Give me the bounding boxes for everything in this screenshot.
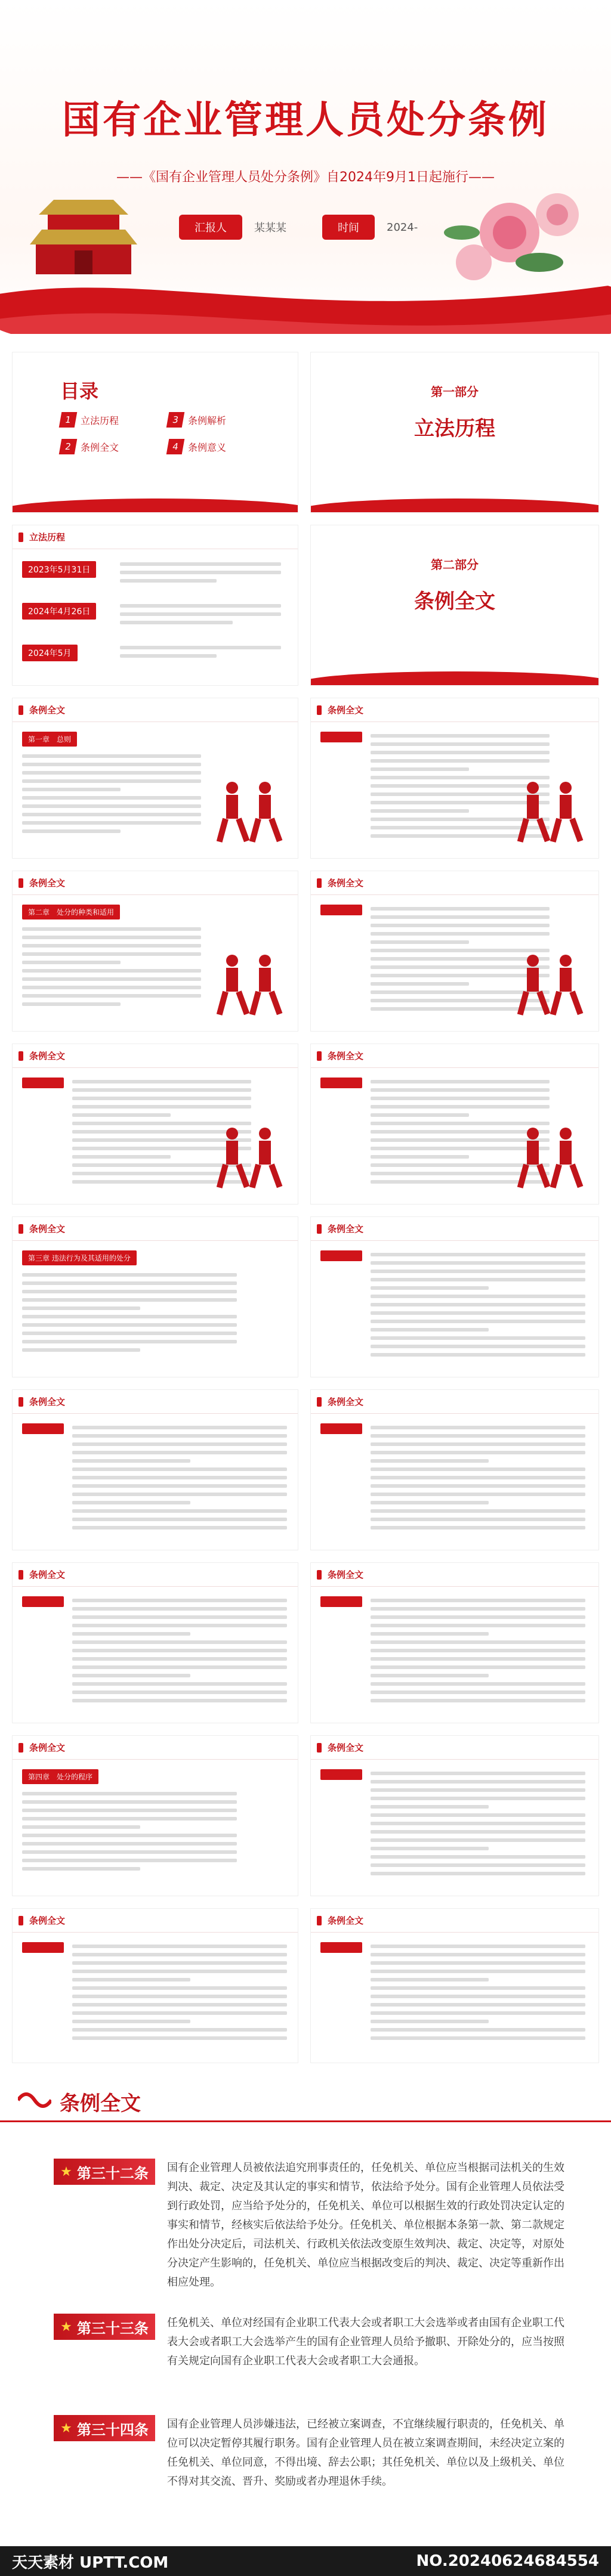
part2-label: 第二部分 bbox=[431, 558, 479, 572]
toc-num: 1 bbox=[59, 412, 78, 428]
slide-title: 条例全文 bbox=[311, 1390, 598, 1414]
tiananmen-gate-icon bbox=[24, 179, 143, 280]
article-text-lines bbox=[72, 1945, 287, 2045]
reporter-value: 某某某 bbox=[254, 222, 286, 234]
article-slide bbox=[12, 1562, 298, 1723]
watermark-footer bbox=[0, 2546, 611, 2576]
article-tag bbox=[320, 1423, 362, 1434]
article-tag-label: 第三十四条 bbox=[76, 2421, 149, 2438]
slide-title: 条例全文 bbox=[311, 871, 598, 895]
article-text-lines bbox=[22, 1273, 237, 1357]
toc-label: 条例解析 bbox=[188, 414, 227, 426]
article-tag bbox=[320, 732, 362, 742]
article-tag bbox=[22, 1942, 64, 1953]
star-icon: ★ bbox=[60, 2319, 72, 2334]
article-text: 任免机关、单位对经国有企业职工代表大会或者职工大会选举或者由国有企业职工代表大会或者职工大会选举产生的国有企业管理人员给予撤职、开除处分的，应当按照有关规定向国有企业职工代表大会或者职工大会通报。 bbox=[167, 2317, 564, 2367]
article-slide bbox=[12, 1044, 298, 1205]
article-tag bbox=[22, 1423, 64, 1434]
footer-left: 天天素材 UPTT.COM bbox=[12, 2553, 169, 2572]
footer-right: NO.20240624684554 bbox=[416, 2552, 599, 2570]
article-slide bbox=[310, 1562, 599, 1723]
marching-soldiers-icon bbox=[208, 776, 292, 847]
chapter-heading: 第三章 违法行为及其适用的处分 bbox=[22, 1250, 137, 1265]
article-tag bbox=[54, 2314, 155, 2340]
toc-item-4 bbox=[168, 439, 226, 454]
article-slide bbox=[12, 698, 298, 859]
toc-num: 2 bbox=[59, 439, 78, 454]
slide-title: 条例全文 bbox=[311, 698, 598, 722]
ribbon-icon bbox=[18, 2088, 51, 2112]
cover-title: 国有企业管理人员处分条例 bbox=[62, 98, 549, 143]
slide-title: 条例全文 bbox=[311, 1736, 598, 1760]
part2-slide bbox=[310, 525, 599, 686]
slide-title: 条例全文 bbox=[311, 1909, 598, 1933]
article-slide bbox=[12, 1735, 298, 1896]
slide-title: 条例全文 bbox=[13, 1390, 298, 1414]
history-date-3: 2024年5月 bbox=[22, 645, 78, 661]
toc-num: 3 bbox=[166, 412, 185, 428]
slide-title: 条例全文 bbox=[13, 1736, 298, 1760]
article-tag bbox=[22, 1078, 64, 1088]
chapter-heading: 第四章 处分的程序 bbox=[22, 1769, 98, 1784]
toc-item-2 bbox=[60, 439, 119, 454]
article-text-lines bbox=[22, 1792, 237, 1875]
article-tag bbox=[320, 905, 362, 915]
article-text-lines bbox=[371, 1426, 585, 1534]
article-34 bbox=[54, 2415, 567, 2491]
time-label: 时间 bbox=[322, 215, 375, 240]
marching-soldiers-icon bbox=[509, 1122, 593, 1193]
toc-slide bbox=[12, 352, 298, 513]
slide-title: 条例全文 bbox=[13, 1217, 298, 1241]
marching-soldiers-icon bbox=[208, 949, 292, 1020]
cover-meta bbox=[179, 215, 442, 240]
history-date-1: 2023年5月31日 bbox=[22, 561, 96, 578]
divider bbox=[0, 2120, 611, 2122]
part1-slide bbox=[310, 352, 599, 513]
slide-title: 立法历程 bbox=[13, 525, 298, 549]
article-text: 国有企业管理人员被依法追究刑事责任的，任免机关、单位应当根据司法机关的生效判决、裁定、决定及其认定的事实和情节，依法给予处分。国有企业管理人员依法受到行政处罚，应当给予处分的，任免机关、单位可以根据生效的行政处罚决定认定的事实和情节，经核实后依法给予处分。任免机关、单位根据本条第一款、第二款规定作出处分决定后，司法机关、行政机关依法改变原生效判决、裁定、决定等，对原处分决定产生影响的，任免机关、单位应当根据改变后的判决、裁定、决定等重新作出相应处理。 bbox=[167, 2162, 564, 2289]
article-32 bbox=[54, 2159, 567, 2292]
history-text-3 bbox=[120, 646, 281, 662]
article-slide bbox=[310, 871, 599, 1032]
article-33 bbox=[54, 2314, 567, 2371]
article-text-lines bbox=[22, 754, 201, 838]
article-slide bbox=[310, 1735, 599, 1896]
article-text-lines bbox=[371, 1253, 585, 1361]
article-tag bbox=[320, 1942, 362, 1953]
article-slide bbox=[310, 1389, 599, 1550]
toc-label: 条例意义 bbox=[188, 441, 227, 453]
part1-name: 立法历程 bbox=[414, 417, 495, 441]
article-slide bbox=[310, 1908, 599, 2063]
time-value: 2024- bbox=[387, 221, 418, 234]
article-text-lines bbox=[22, 927, 201, 1011]
toc-item-3 bbox=[168, 412, 226, 428]
article-tag-label: 第三十二条 bbox=[76, 2165, 149, 2182]
toc-item-1 bbox=[60, 412, 119, 428]
article-tag bbox=[320, 1250, 362, 1261]
article-tag bbox=[54, 2415, 155, 2441]
slide-title: 条例全文 bbox=[13, 698, 298, 722]
chapter-heading: 第一章 总则 bbox=[22, 732, 77, 747]
marching-soldiers-icon bbox=[509, 949, 593, 1020]
slide-title: 条例全文 bbox=[13, 871, 298, 895]
toc-label: 立法历程 bbox=[81, 414, 119, 426]
toc-label: 条例全文 bbox=[81, 441, 119, 453]
toc-num: 4 bbox=[166, 439, 185, 454]
part1-label: 第一部分 bbox=[431, 385, 479, 399]
slide-title: 条例全文 bbox=[311, 1217, 598, 1241]
article-text-lines bbox=[371, 1599, 585, 1707]
article-slide bbox=[12, 1389, 298, 1550]
article-text-lines bbox=[371, 1772, 585, 1880]
slide-title: 条例全文 bbox=[13, 1563, 298, 1587]
red-wave bbox=[310, 499, 599, 513]
article-slide bbox=[12, 1908, 298, 2063]
slide-title: 条例全文 bbox=[311, 1044, 598, 1068]
star-icon: ★ bbox=[60, 2164, 72, 2179]
toc-title: 目录 bbox=[60, 380, 99, 402]
article-slide bbox=[310, 1044, 599, 1205]
cover-slide bbox=[0, 0, 611, 334]
cover-subtitle: ——《国有企业管理人员处分条例》自2024年9月1日起施行—— bbox=[116, 170, 495, 185]
article-text-lines bbox=[371, 1945, 585, 2045]
article-slide bbox=[310, 698, 599, 859]
article-tag bbox=[320, 1596, 362, 1607]
slide-title: 条例全文 bbox=[13, 1044, 298, 1068]
reporter-label: 汇报人 bbox=[179, 215, 242, 240]
article-text-lines bbox=[72, 1426, 287, 1534]
big-section-title: 条例全文 bbox=[60, 2092, 141, 2116]
article-tag-label: 第三十三条 bbox=[76, 2320, 149, 2337]
article-slide bbox=[12, 871, 298, 1032]
slide-title: 条例全文 bbox=[311, 1563, 598, 1587]
article-tag bbox=[54, 2159, 155, 2185]
article-text-lines bbox=[72, 1599, 287, 1707]
marching-soldiers-icon bbox=[208, 1122, 292, 1193]
part2-name: 条例全文 bbox=[414, 590, 495, 614]
article-tag bbox=[22, 1596, 64, 1607]
article-tag bbox=[320, 1769, 362, 1780]
slide-title: 条例全文 bbox=[13, 1909, 298, 1933]
red-wave bbox=[310, 671, 599, 686]
chapter-heading: 第二章 处分的种类和适用 bbox=[22, 905, 120, 919]
marching-soldiers-icon bbox=[509, 776, 593, 847]
flowers-icon bbox=[438, 173, 593, 292]
article-slide bbox=[12, 1216, 298, 1377]
article-text: 国有企业管理人员涉嫌违法，已经被立案调查，不宜继续履行职责的，任免机关、单位可以决定暂停其履行职务。国有企业管理人员在被立案调查期间，未经决定立案的任免机关、单位同意，不得出境、辞去公职；其任免机关、单位以及上级机关、单位不得对其交流、晋升、奖励或者办理退休手续。 bbox=[167, 2418, 564, 2488]
article-tag bbox=[320, 1078, 362, 1088]
red-wave bbox=[12, 499, 298, 513]
history-text-1 bbox=[120, 562, 281, 587]
big-section-header bbox=[0, 2075, 611, 2123]
history-date-2: 2024年4月26日 bbox=[22, 603, 96, 620]
star-icon: ★ bbox=[60, 2420, 72, 2436]
article-slide bbox=[310, 1216, 599, 1377]
history-slide bbox=[12, 525, 298, 686]
history-text-2 bbox=[120, 604, 281, 629]
